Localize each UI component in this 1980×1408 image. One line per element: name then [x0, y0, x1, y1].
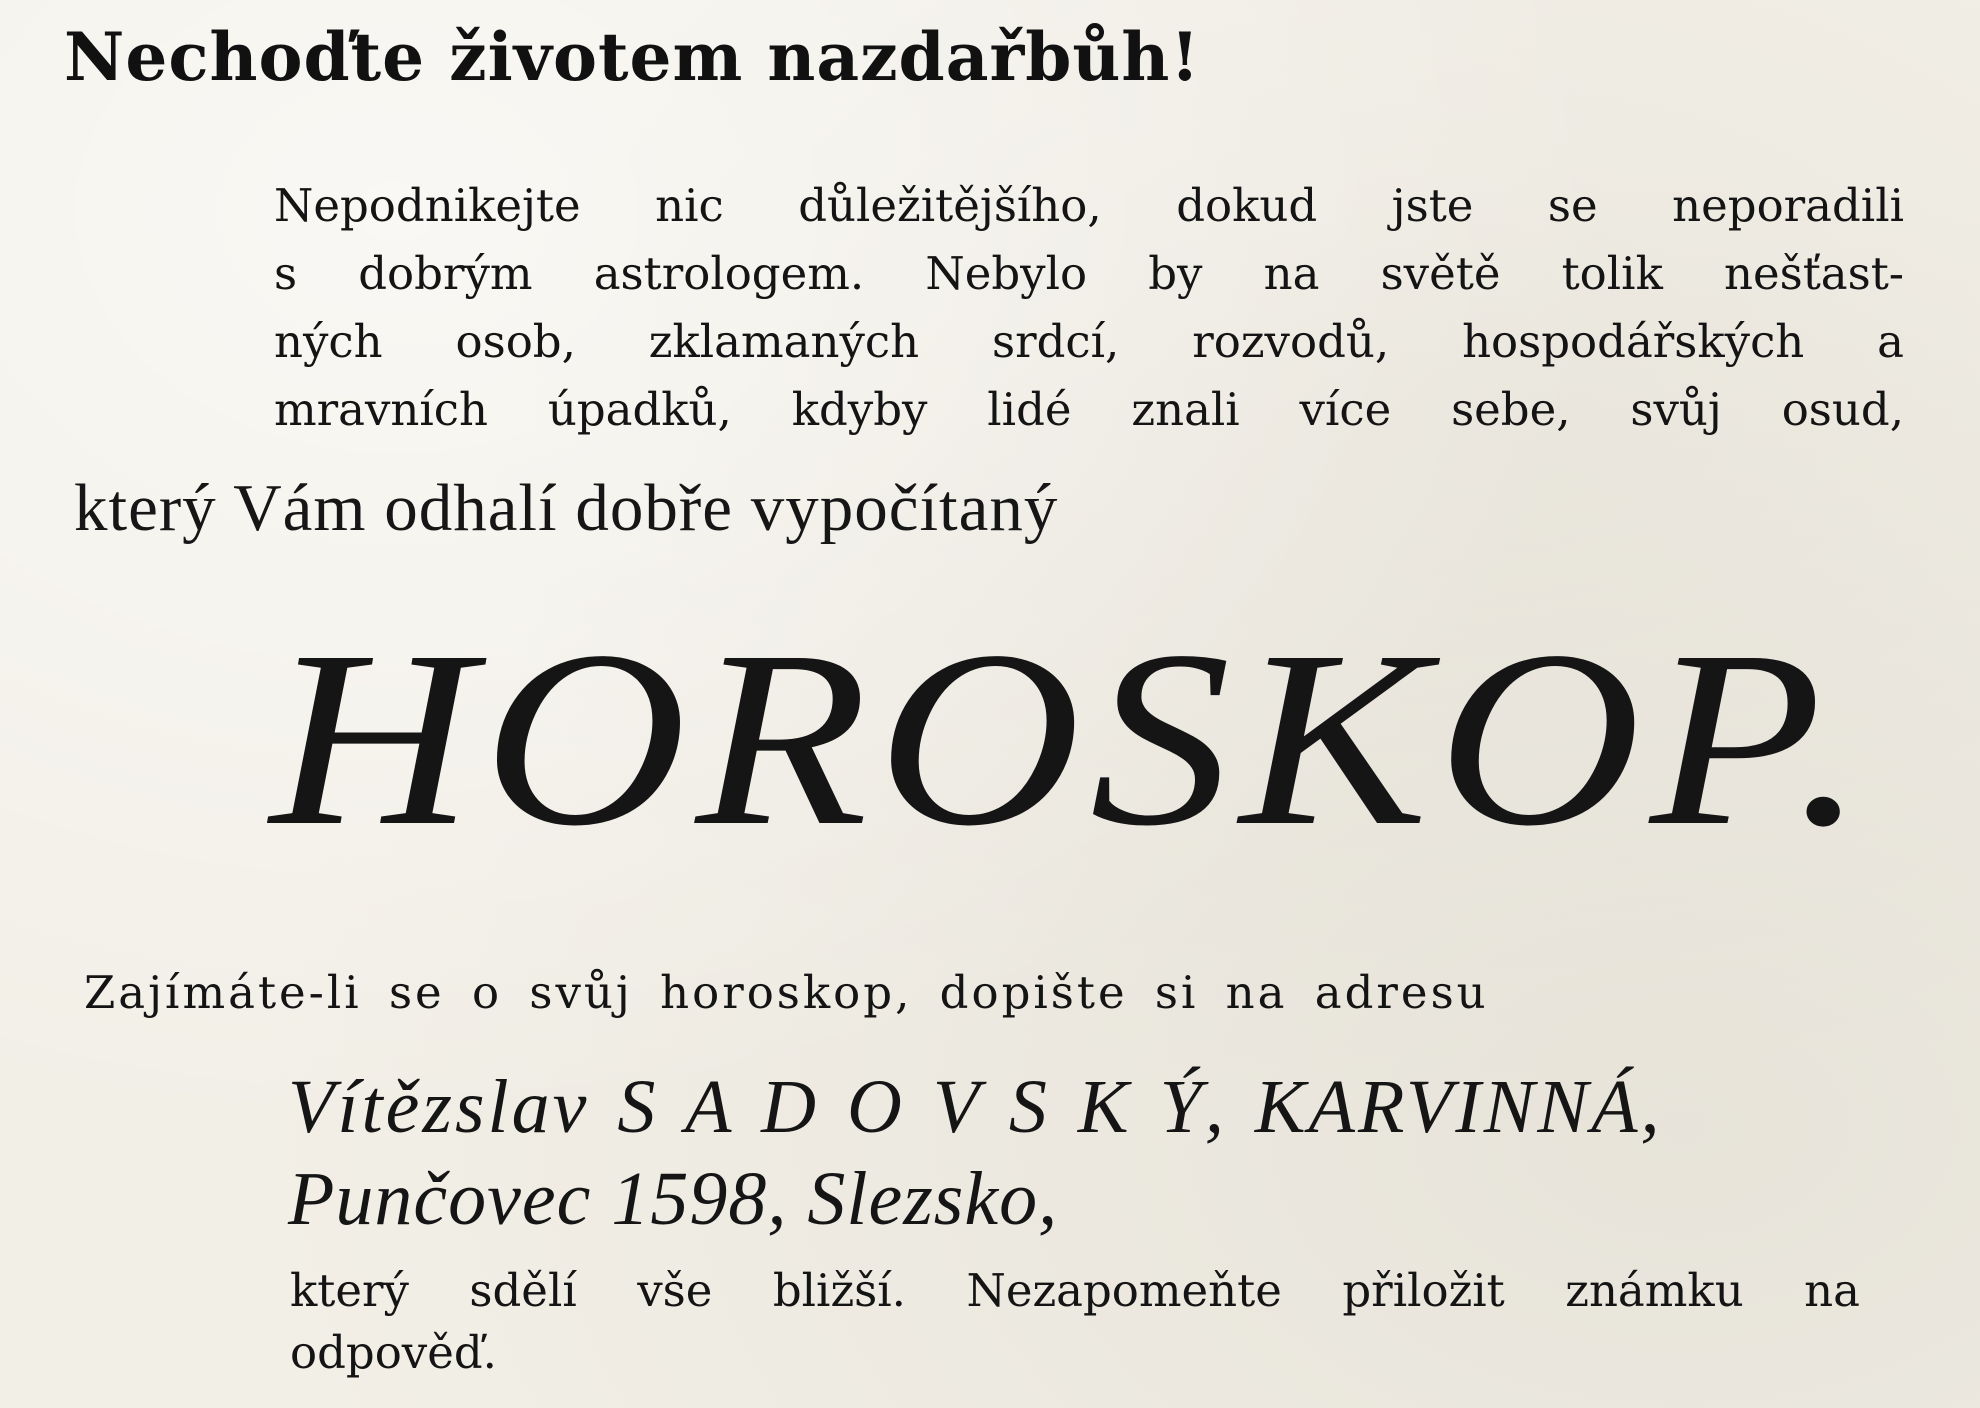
address-line-2: Punčovec 1598, Slezsko,	[288, 1157, 1059, 1241]
horoskop-title: HOROSKOP.	[270, 598, 1875, 878]
closing-line: odpověď.	[290, 1326, 497, 1379]
body-line: s dobrým astrologem. Nebylo by na světě tolik nešťast-	[274, 247, 1904, 300]
headline: Nechoďte životem nazdařbůh!	[64, 18, 1201, 96]
body-line: ných osob, zklamaných srdcí, rozvodů, hospodářských a	[274, 315, 1904, 368]
body-line: mravních úpadků, kdyby lidé znali více sebe, svůj osud,	[274, 383, 1904, 436]
address-line-1: Vítězslav S A D O V S K Ý, KARVINNÁ,	[288, 1065, 1663, 1149]
body-line: Nepodnikejte nic důležitějšího, dokud jste se neporadili	[274, 179, 1904, 232]
body-paragraph	[274, 172, 1904, 444]
invite-text: Zajímáte-li se o svůj horoskop, dopište si na adresu	[84, 966, 1489, 1019]
closing-paragraph	[290, 1260, 1860, 1384]
closing-line: který sdělí vše bližší. Nezapomeňte přiložit známku na	[290, 1264, 1860, 1317]
lead-line: který Vám odhalí dobře vypočítaný	[74, 471, 1059, 545]
